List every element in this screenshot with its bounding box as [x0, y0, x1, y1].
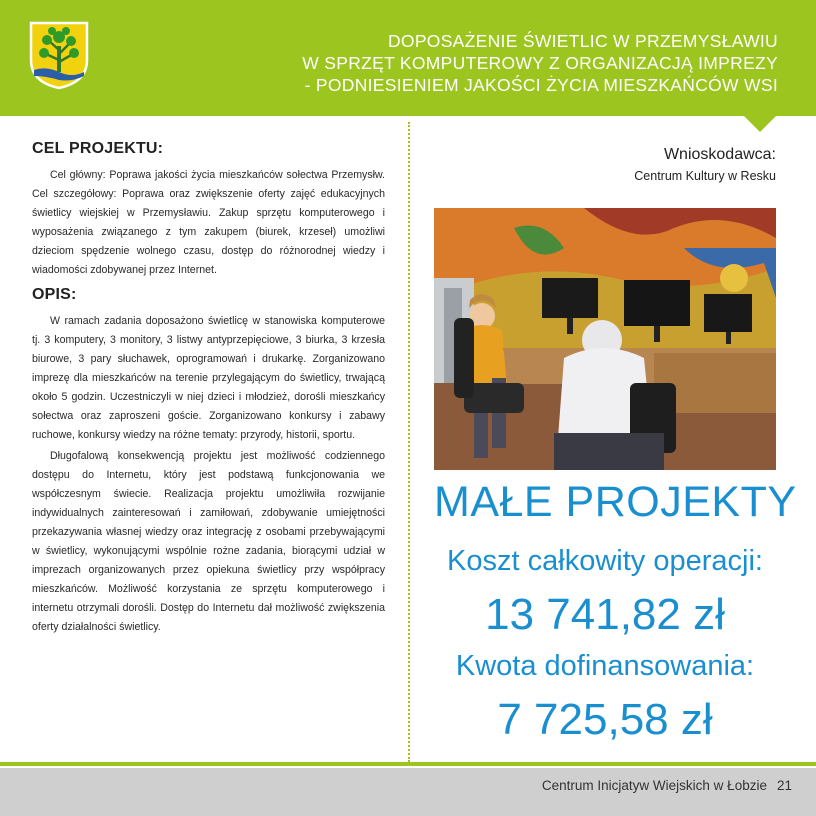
page-footer [0, 768, 816, 816]
children-at-computers-photo [434, 208, 776, 470]
opis-heading: OPIS: [32, 286, 77, 303]
title-line-2: W SPRZĘT KOMPUTEROWY Z ORGANIZACJĄ IMPREZY [302, 53, 778, 73]
applicant-block [434, 140, 776, 183]
applicant-name: Centrum Kultury w Resku [634, 169, 776, 183]
grant-label: Kwota dofinansowania: [455, 650, 755, 682]
total-cost-label: Koszt całkowity operacji: [447, 545, 763, 577]
opis-paragraph-2: Długofalową konsekwencją projektu jest możliwość codziennego dostępu do Internetu, który jest podstawą funkcjonowania we współczesnym świecie. Realizacja projektu umożliwiła rozwijanie indywidualnych zainteresowań i zamiłowań, zdobywanie umiejętności przekazywania własnej wiedzy oraz integrację z osobami przebywającymi w świetlicy, wykonującymi wspólnie rożne zadania, biorącymi udział w imprezach organizowanych przez opiekuna świetlicy przy współpracy mieszkańców. Możliwość korzystania ze sprzętu komputerowego i internetu otrzymali dorośli. Dostęp do Internetu dał możliwość zwiększenia oferty działalności świetlicy. [32, 450, 385, 633]
total-cost-value: 13 741,82 zł [485, 590, 725, 639]
column-divider [408, 122, 410, 762]
header-arrow-marker [744, 116, 776, 132]
cel-projektu-heading: CEL PROJEKTU: [32, 140, 164, 157]
grant-value: 7 725,58 zł [497, 695, 713, 744]
page-number: 21 [776, 778, 792, 793]
page-title [302, 30, 778, 96]
left-column [32, 140, 385, 637]
footer-text-block [542, 778, 792, 793]
footer-accent-line [0, 762, 816, 766]
page-header [0, 0, 816, 116]
program-name: MAŁE PROJEKTY [434, 478, 797, 526]
title-line-3: - PODNIESIENIEM JAKOŚCI ŻYCIA MIESZKAŃCÓW WSI [304, 75, 778, 95]
cel-projektu-text: Cel główny: Poprawa jakości życia mieszkańców sołectwa Przemysłw. Cel szczegółowy: Poprawa oraz zwiększenie oferty zajęć edukacyjnych świetlicy wiejskiej w Przemysławiu. Zakup sprzętu komputerowego i wyposażenia związanego z tym zakupem (biurek, krzeseł) umożliwi dzieciom spędzenie wolnego czasu, dostęp do różnorodnej wiedzy i wiadomości zdobywanej przez Internet. [32, 169, 385, 276]
project-photo [434, 208, 776, 470]
coat-of-arms-tree-icon [28, 20, 90, 90]
opis-paragraph-1: W ramach zadania doposażono świetlicę w stanowiska komputerowe tj. 3 komputery, 3 monitory, 3 listwy antyprzepięciowe, 3 biurka, 3 krzesła biurowe, 3 pary słuchawek, oprogramowań i drukarkę. Zorganizowano imprezę dla mieszkańców na terenie przylegającym do świetlicy, trwającą około 5 godzin. Uczestniczyli w niej dzieci i młodzież, dorośli mieszkańcy sołectwa oraz zaproszeni goście. Zorganizowano konkursy i zabawy ruchowe, konkursy wiedzy na różne tematy: przyrody, historii, sportu. [32, 315, 385, 441]
title-line-1: DOPOSAŻENIE ŚWIETLIC W PRZEMYSŁAWIU [387, 31, 778, 51]
footer-organization: Centrum Inicjatyw Wiejskich w Łobzie [541, 778, 767, 793]
applicant-label: Wnioskodawca: [663, 146, 776, 163]
